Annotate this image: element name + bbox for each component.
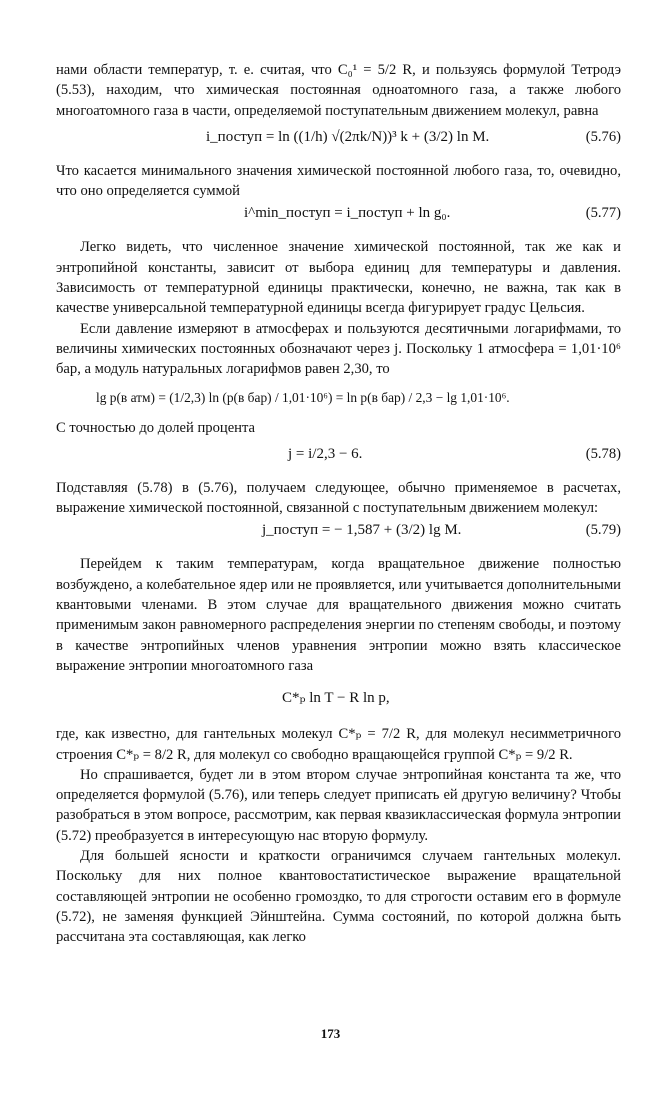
equation-5-79 (56, 522, 621, 544)
equation-expression: i^min_поступ = i_поступ + ln g₀. (244, 205, 451, 222)
equation-expression: j_поступ = − 1,587 + (3/2) lg M. (262, 522, 462, 539)
page-body (56, 60, 621, 948)
paragraph-1: нами области температур, т. е. считая, что C₀¹ = 5/2 R, и пользуясь формулой Тетродэ (5.53), находим, что химическая постоянная одноатомного газа, а также любого многоатомного газа в части, определяемой поступательным движением молекул, равна (56, 62, 621, 119)
equation-expression: lg p(в атм) = (1/2,3) ln (p(в бар) / 1,01·10⁶) = ln p(в бар) / 2,3 − lg 1,01·10⁶. (96, 389, 510, 405)
equation-number: (5.77) (585, 205, 621, 222)
equation-expression: j = i/2,3 − 6. (288, 445, 363, 462)
paragraph-10: Для большей ясности и краткости ограничимся случаем гантельных молекул. Поскольку для них полное квантовостатистическое выражение вращательной составляющей энтропии не особенно громоздко, то для строгости оставим его в формуле (5.72), не заменяя функцией Эйнштейна. Сумма состояний, по которой должна быть рассчитана эта составляющая, как легко (56, 848, 621, 946)
paragraph-9: Но спрашивается, будет ли в этом втором случае энтропийная константа та же, что определяется формулой (5.76), или теперь следует приписать ей другую величину? Чтобы разобраться в этом вопросе, рассмотрим, как первая квазиклассическая формула энтропии (5.72) преобразуется в интересующую нас вторую формулу. (56, 766, 621, 844)
equation-number: (5.79) (585, 522, 621, 539)
paragraph-8: где, как известно, для гантельных молекул C*ₚ = 7/2 R, для молекул несимметричного строения C*ₚ = 8/2 R, для молекул со свободно вращающейся группой C*ₚ = 9/2 R. (56, 726, 621, 763)
paragraph-2: Что касается минимального значения химической постоянной любого газа, то, очевидно, что оно определяется суммой (56, 162, 621, 200)
equation-5-78 (56, 446, 621, 468)
equation-expression: i_поступ = ln ((1/h) √(2πk/N))³ k + (3/2) ln M. (206, 128, 490, 145)
equation-5-77 (56, 205, 621, 227)
equation-5-76 (56, 129, 621, 151)
paragraph-3: Легко видеть, что численное значение химической постоянной, так же как и энтропийной константы, зависит от выбора единиц для температуры и давления. Зависимость от температурной единицы практически, конечно, не важна, так как в качестве универсальной температурной единицы всегда фигурирует градус Цельсия. (56, 239, 621, 317)
paragraph-7: Перейдем к таким температурам, когда вращательное движение полностью возбуждено, а колебательное ядер или не проявляется, или учитывается дополнительными квантовыми членами. В этом случае для вращательного движения можно считать применимым закон равномерного распределения энергии по степеням свободы, и поэтому в качестве энтропийных членов уравнения энтропии можно взять классическое выражение энтропии многоатомного газа (56, 556, 621, 674)
equation-expression: C*ₚ ln T − R ln p, (282, 690, 390, 707)
page-number: 173 (320, 1026, 341, 1041)
equation-pressure-conversion (56, 384, 621, 414)
equation-number: (5.78) (585, 445, 621, 462)
equation-classical-entropy (56, 688, 621, 714)
paragraph-5: С точностью до долей процента (56, 419, 256, 436)
equation-number: (5.76) (585, 128, 621, 145)
paragraph-4: Если давление измеряют в атмосферах и пользуются десятичными логарифмами, то величины химических постоянных обозначают через j. Поскольку 1 атмосфера = 1,01·10⁶ бар, а модуль натуральных логарифмов равен 2,30, то (56, 320, 621, 378)
paragraph-6: Подставляя (5.78) в (5.76), получаем следующее, обычно применяемое в расчетах, выражение химической постоянной, связанной с поступательным движением молекул: (56, 479, 621, 517)
